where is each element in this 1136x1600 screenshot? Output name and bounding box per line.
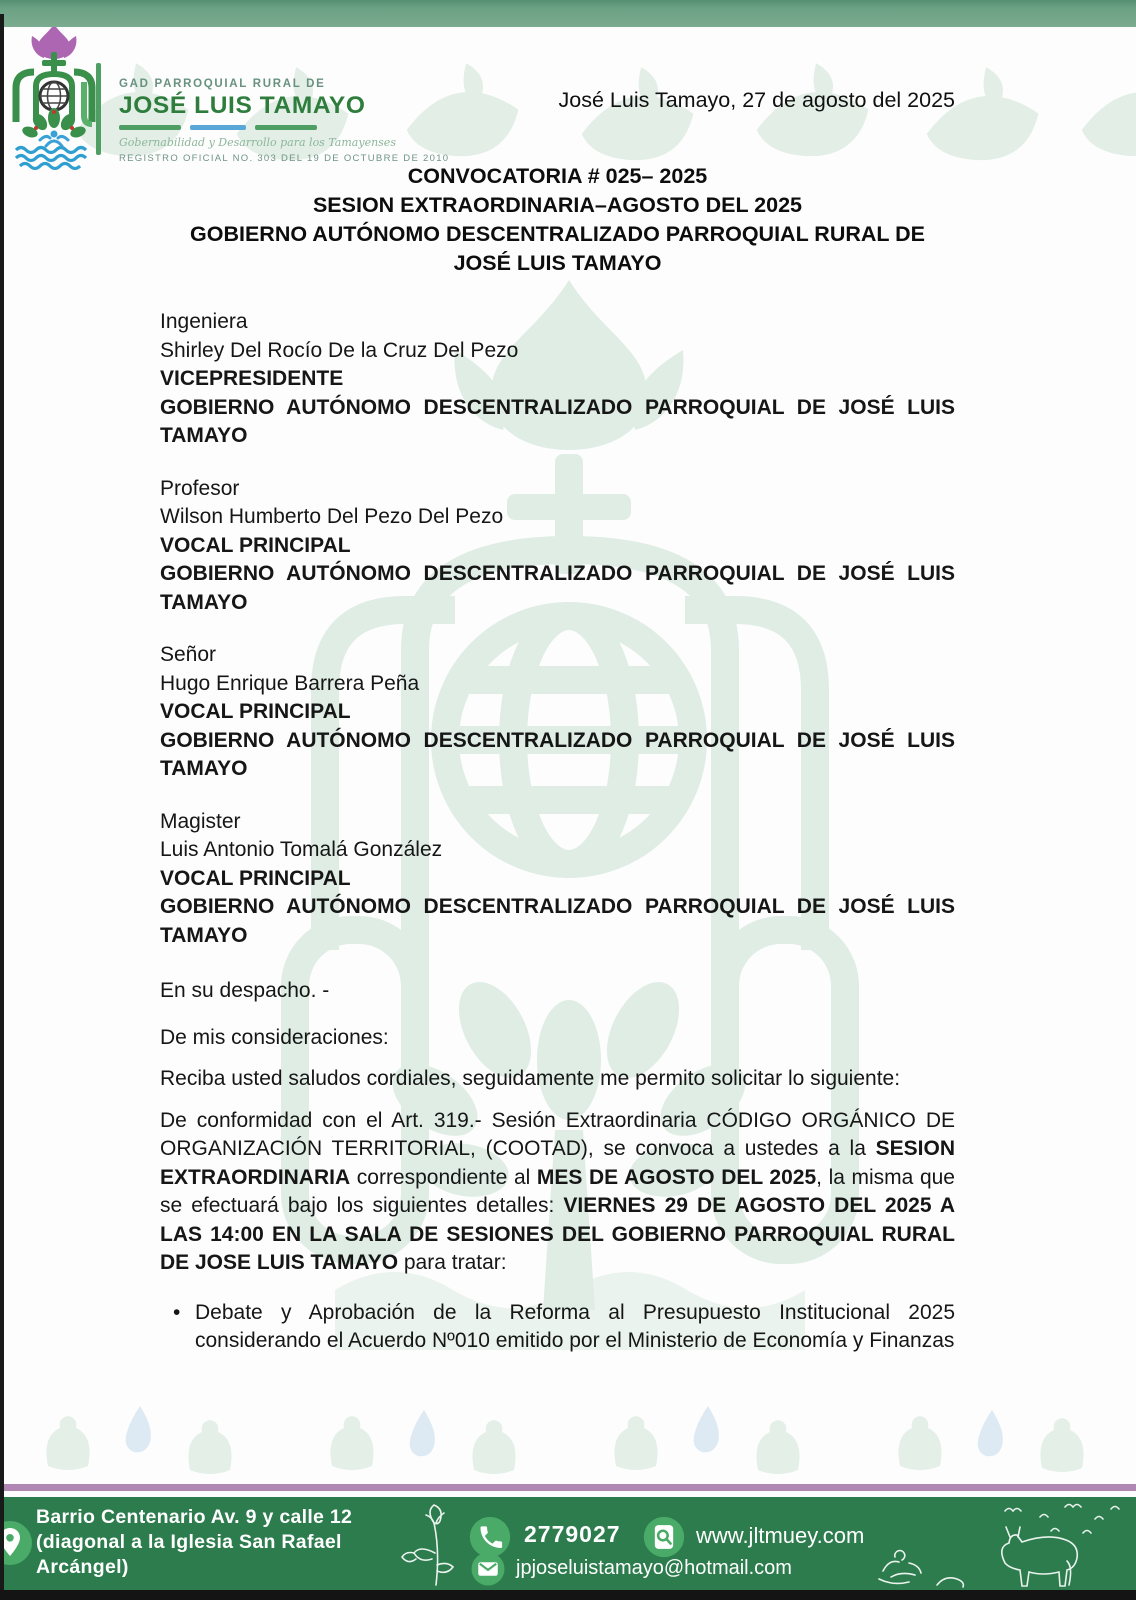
underline-blue (190, 125, 246, 130)
footer-email: jpjoseluistamayo@hotmail.com (516, 1557, 792, 1579)
recipient-role: VICEPRESIDENTE (160, 367, 344, 390)
title-line-3: GOBIERNO AUTÓNOMO DESCENTRALIZADO PARROQUIAL RURAL DE JOSÉ LUIS TAMAYO (190, 222, 925, 275)
letter-body (160, 0, 955, 1356)
scan-top-green-bar (0, 0, 1136, 27)
title-line-2: SESION EXTRAORDINARIA–AGOSTO DEL 2025 (312, 193, 803, 217)
recipient-org: GOBIERNO AUTÓNOMO DESCENTRALIZADO PARROQUIAL DE JOSÉ LUIS TAMAYO (160, 728, 955, 780)
logo-divider (96, 63, 101, 155)
recipient-salutation: Profesor (160, 476, 240, 500)
org-registro: REGISTRO OFICIAL NO. 303 DEL 19 DE OCTUBRE DE 2010 (119, 153, 450, 164)
paragraph-segment-bold: MES DE AGOSTO DEL 2025 (536, 1165, 817, 1189)
scan-bottom-edge (0, 1590, 1136, 1600)
flower-art-icon (396, 1501, 470, 1587)
scan-left-edge (0, 14, 4, 1600)
email-envelope-icon (470, 1551, 506, 1587)
agenda-item (160, 1299, 955, 1356)
recipient-name: Hugo Enrique Barrera Peña (160, 671, 420, 695)
bullet-marker: • (173, 1300, 181, 1324)
paragraph-segment: De conformidad con el Art. 319.- Sesión Extraordinaria CÓDIGO ORGÁNICO DE ORGANIZACIÓN TERRITORIAL, (COOTAD), se convoca a ustedes a la (160, 1108, 955, 1160)
recipient-block (160, 308, 955, 451)
recipient-role: VOCAL PRINCIPAL (160, 866, 351, 890)
footer-band (0, 1497, 1136, 1590)
recipient-block (160, 641, 955, 784)
paragraph-segment: correspondiente al (350, 1165, 537, 1189)
farmer-donkey-art-icon (855, 1501, 1133, 1589)
agenda-item-text: Debate y Aprobación de la Reforma al Presupuesto Institucional 2025 considerando el Acuerdo Nº010 emitido por el Ministerio de Economía y Finanzas (195, 1300, 955, 1352)
org-slogan: Gobernabilidad y Desarrollo para los Tamayenses (119, 136, 396, 149)
recipient-block (160, 475, 955, 618)
footer-accent-line (0, 1484, 1136, 1491)
recipient-salutation: Señor (160, 643, 217, 666)
recipient-block (160, 808, 955, 951)
underline-green-right (255, 125, 317, 130)
logo-underline (119, 125, 449, 130)
org-name: JOSÉ LUIS TAMAYO (119, 92, 366, 119)
paragraph-segment: , la misma que se efectuará bajo los siguientes detalles: (160, 1165, 955, 1217)
web-browser-icon (642, 1515, 686, 1559)
recipient-role: VOCAL PRINCIPAL (160, 533, 351, 557)
saludo-line: Reciba usted saludos cordiales, seguidamente me permito solicitar lo siguiente: (160, 1067, 901, 1090)
recipient-salutation: Magister (160, 809, 241, 833)
footer-website: www.jltmuey.com (696, 1523, 865, 1548)
underline-green-left (119, 125, 181, 130)
recipient-org: GOBIERNO AUTÓNOMO DESCENTRALIZADO PARROQUIAL DE JOSÉ LUIS TAMAYO (160, 395, 955, 447)
letter-title (160, 162, 955, 278)
recipient-salutation: Ingeniera (160, 310, 248, 333)
recipient-org: GOBIERNO AUTÓNOMO DESCENTRALIZADO PARROQUIAL DE JOSÉ LUIS TAMAYO (160, 895, 955, 947)
recipient-name: Luis Antonio Tomalá González (160, 838, 443, 861)
date-line: José Luis Tamayo, 27 de agosto del 2025 (558, 88, 955, 112)
footer-address: Barrio Centenario Av. 9 y calle 12 (diagonal a la Iglesia San Rafael Arcángel) (36, 1506, 353, 1578)
recipient-role: VOCAL PRINCIPAL (160, 700, 351, 723)
recipient-name: Wilson Humberto Del Pezo Del Pezo (160, 505, 504, 528)
paragraph-segment-bold: SESION EXTRAORDINARIA (160, 1137, 955, 1189)
paragraph-segment: para tratar: (398, 1251, 507, 1274)
location-pin-icon (0, 1519, 34, 1567)
recipient-name: Shirley Del Rocío De la Cruz Del Pezo (160, 338, 519, 362)
footer-phone: 2779027 (524, 1521, 621, 1547)
watermark-row-bottom (0, 1378, 1136, 1482)
despacho-line: En su despacho. - (160, 979, 330, 1002)
parish-crest-icon (6, 22, 102, 170)
org-type-label: GAD PARROQUIAL RURAL DE (119, 78, 326, 90)
convocation-paragraph (160, 1107, 955, 1278)
consideraciones-line: De mis consideraciones: (160, 1025, 389, 1049)
paragraph-segment-bold: VIERNES 29 DE AGOSTO DEL 2025 A LAS 14:00 EN LA SALA DE SESIONES DEL GOBIERNO PARROQUIAL RURAL DE JOSE LUIS TAMAYO (160, 1194, 955, 1274)
title-line-1: CONVOCATORIA # 025– 2025 (407, 164, 708, 188)
recipient-org: GOBIERNO AUTÓNOMO DESCENTRALIZADO PARROQUIAL DE JOSÉ LUIS TAMAYO (160, 562, 955, 614)
